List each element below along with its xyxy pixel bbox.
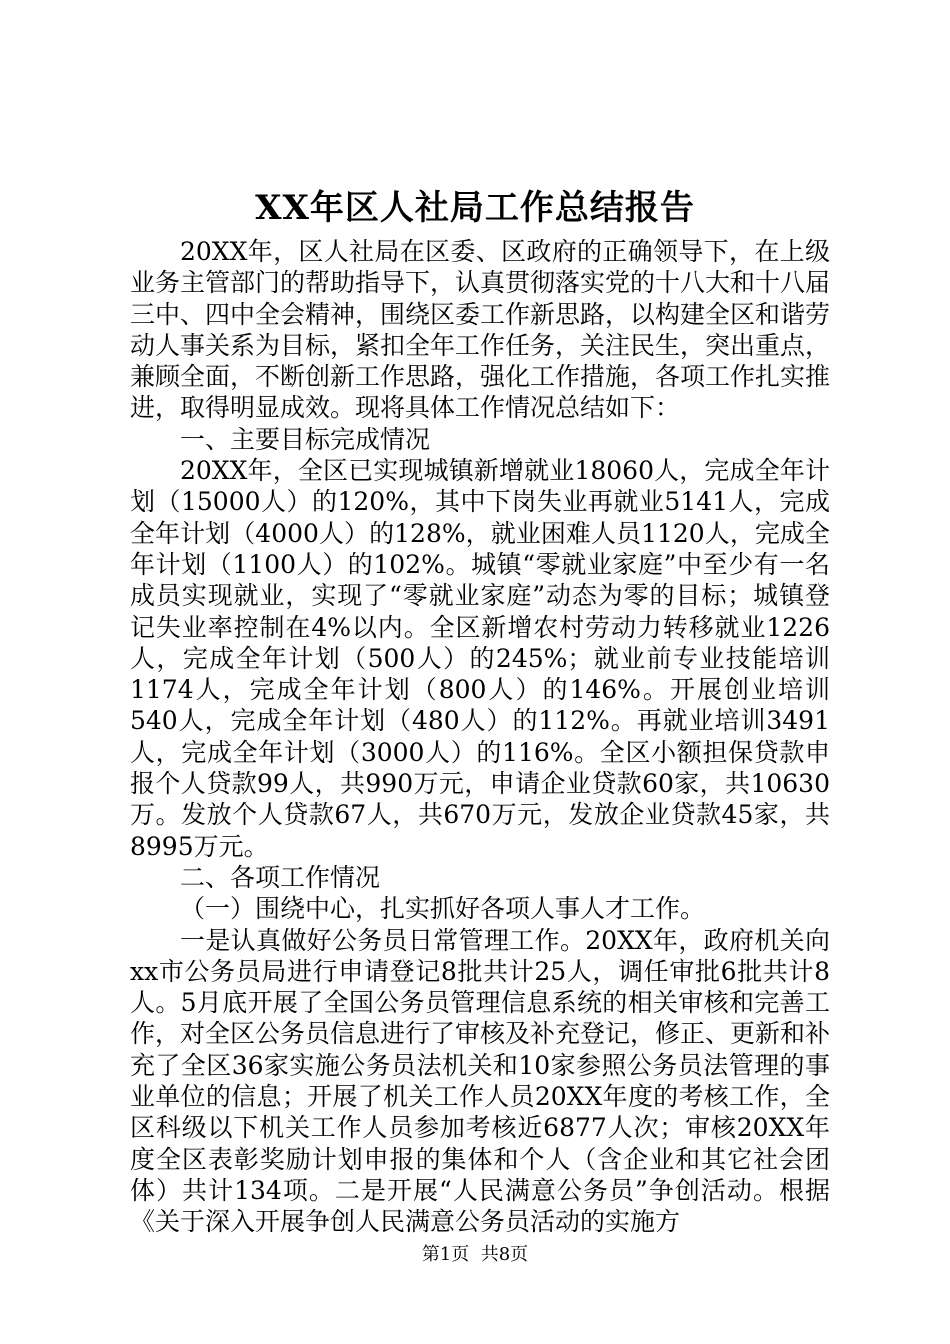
subsection-heading-1: （一）围绕中心，扎实抓好各项人事人才工作。 (180, 894, 706, 924)
paragraph-intro: 20XX年，区人社局在区委、区政府的正确领导下，在上级业务主管部门的帮助指导下，认真贯彻落实党的十八大和十八届三中、四中全会精神，围绕区委工作新思路，以构建全区和谐劳动人事关系为目标，紧扣全年工作任务，关注民生，突出重点，兼顾全面，不断创新工作思路，强化工作措施，各项工作扎实推进，取得明显成效。现将具体工作情况总结如下： (130, 237, 831, 423)
document-title: XX年区人社局工作总结报告 (255, 188, 695, 228)
page-footer (0, 1243, 950, 1267)
section-heading-2: 二、各项工作情况 (180, 862, 381, 892)
page-total: 共8页 (480, 1244, 529, 1265)
document-body (130, 236, 830, 1238)
paragraph-civil-servants: 一是认真做好公务员日常管理工作。20XX年，政府机关向xx市公务员局进行申请登记8批共计25人，调任审批6批共计8人。5月底开展了全国公务员管理信息系统的相关审核和完善工作，对全区公务员信息进行了审核及补充登记，修正、更新和补充了全区36家实施公务员法机关和10家参照公务员法管理的事业单位的信息；开展了机关工作人员20XX年度的考核工作，全区科级以下机关工作人员参加考核近6877人次；审核20XX年度全区表彰奖励计划申报的集体和个人（含企业和其它社会团体）共计134项。二是开展“人民满意公务员”争创活动。根据《关于深入开展争创人民满意公务员活动的实施方 (130, 925, 831, 1237)
section-heading-1: 一、主要目标完成情况 (180, 424, 431, 454)
page-number: 第1页 (421, 1244, 470, 1265)
paragraph-targets: 20XX年，全区已实现城镇新增就业18060人，完成全年计划（15000人）的120%，其中下岗失业再就业5141人，完成全年计划（4000人）的128%，就业困难人员1120人，完成全年计划（1100人）的102%。城镇“零就业家庭”中至少有一名成员实现就业，实现了“零就业家庭”动态为零的目标；城镇登记失业率控制在4%以内。全区新增农村劳动力转移就业1226人，完成全年计划（500人）的245%；就业前专业技能培训1174人，完成全年计划（800人）的146%。开展创业培训540人，完成全年计划（480人）的112%。再就业培训3491人，完成全年计划（3000人）的116%。全区小额担保贷款申报个人贷款99人，共990万元，申请企业贷款60家，共10630万。发放个人贷款67人，共670万元，发放企业贷款45家，共8995万元。 (130, 456, 830, 861)
